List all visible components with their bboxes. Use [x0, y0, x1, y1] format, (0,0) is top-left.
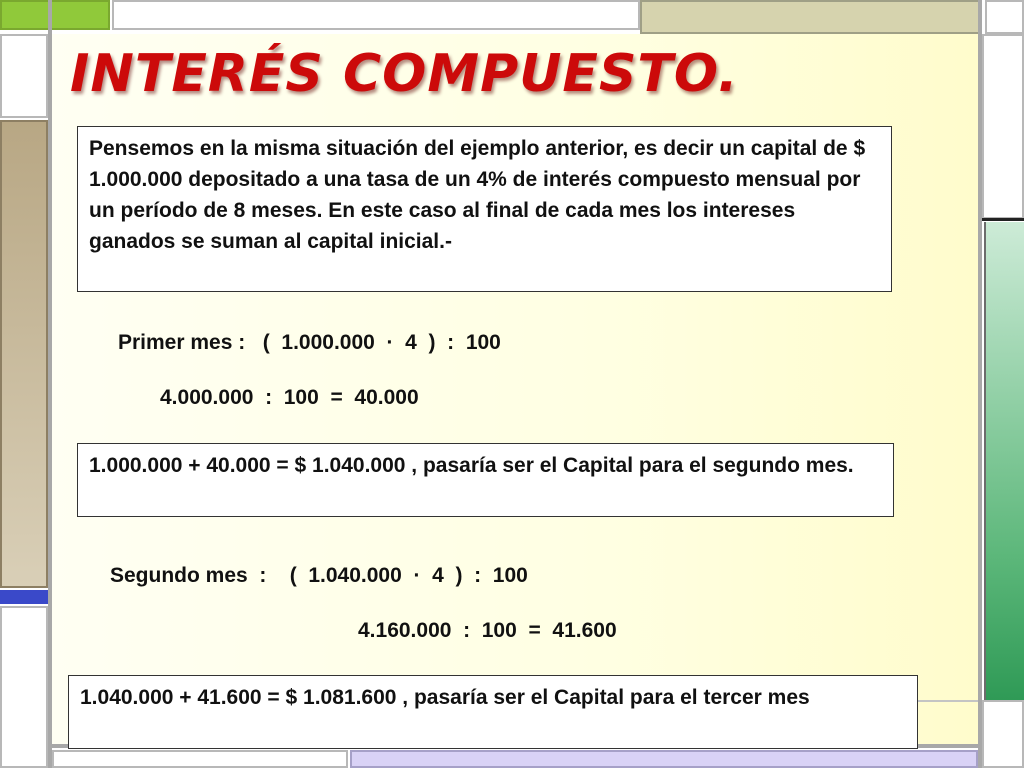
- decor-green-gradient-block: [984, 222, 1024, 700]
- decor-right-divider: [978, 0, 982, 768]
- decor-olive-block: [640, 0, 980, 34]
- decor-white-block-left-top: [0, 34, 48, 118]
- decor-tan-block: [0, 120, 48, 588]
- intro-text-box: Pensemos en la misma situación del ejemplo anterior, es decir un capital de $ 1.000.000 depositado a una tasa de un 4% de interés compuesto mensual por un período de 8 meses. En este caso al final de cada mes los intereses ganados se suman al capital inicial.-: [77, 126, 892, 292]
- decor-left-divider: [48, 0, 52, 768]
- decor-white-block-top-right: [985, 0, 1024, 34]
- month2-result: 4.160.000 : 100 = 41.600: [358, 619, 617, 642]
- decor-black-line: [982, 218, 1024, 221]
- decor-white-block-top: [112, 0, 640, 30]
- month2-operation: Segundo mes : ( 1.040.000 · 4 ) : 100: [110, 564, 528, 587]
- decor-green-block: [0, 0, 110, 30]
- month1-operation: Primer mes : ( 1.000.000 · 4 ) : 100: [118, 331, 501, 354]
- decor-lavender-block: [350, 750, 978, 768]
- decor-white-block-left-bottom: [0, 606, 48, 768]
- month2-conclusion-box: 1.040.000 + 41.600 = $ 1.081.600 , pasaría ser el Capital para el tercer mes: [68, 675, 918, 749]
- slide-title: INTERÉS COMPUESTO.: [70, 44, 739, 104]
- month1-result: 4.000.000 : 100 = 40.000: [160, 386, 419, 409]
- decor-blue-bar: [0, 590, 48, 604]
- decor-white-block-right: [982, 34, 1024, 219]
- decor-white-block-right-bottom: [982, 700, 1024, 768]
- month1-conclusion-box: 1.000.000 + 40.000 = $ 1.040.000 , pasaría ser el Capital para el segundo mes.: [77, 443, 894, 517]
- decor-white-block-bottom: [52, 750, 348, 768]
